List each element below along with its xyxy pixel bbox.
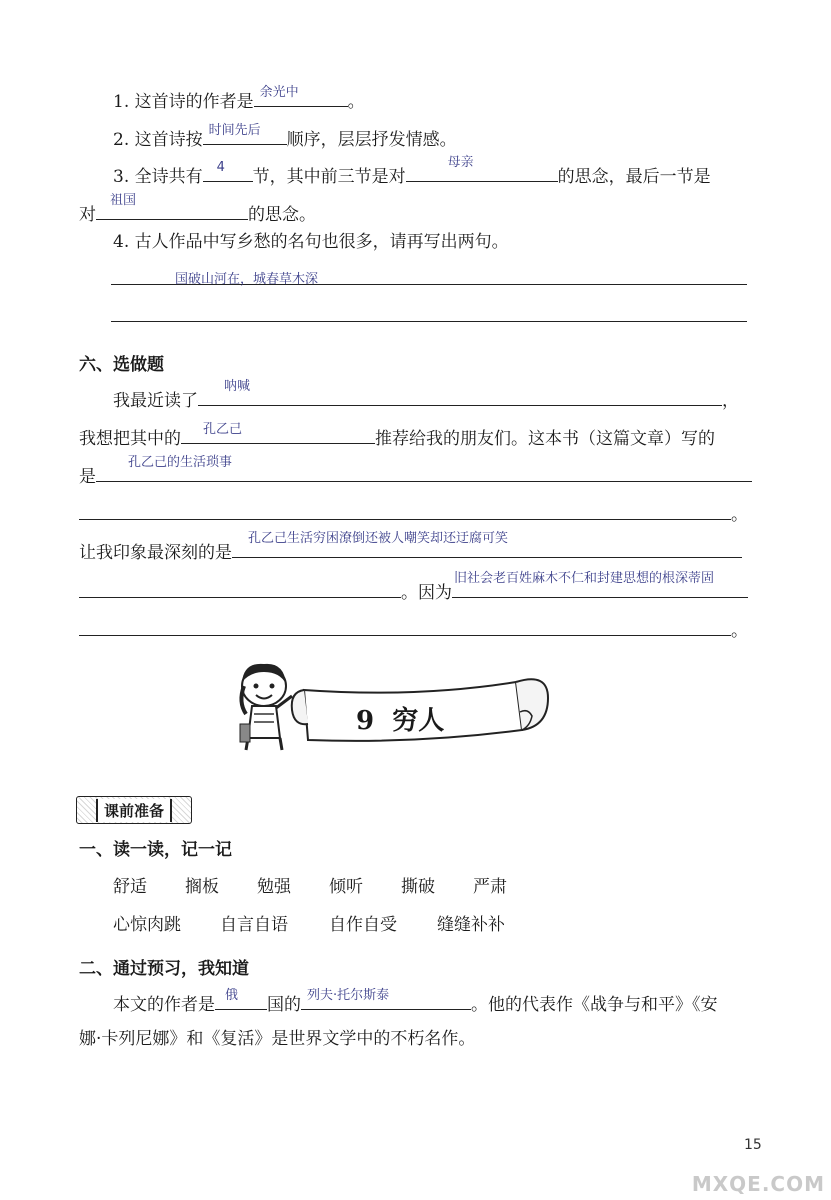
part2-line-2: [0, 1027, 831, 1051]
part2-answer-1: 俄: [225, 988, 239, 1003]
part2-line2-text: 娜·卡列尼娜》和《复活》是世界文学中的不朽名作。: [79, 1029, 476, 1049]
prep-tag-label: 课前准备: [96, 799, 172, 822]
question-2: [0, 124, 831, 152]
q1-suffix: 。: [347, 92, 365, 112]
s6-l6-answer-blank[interactable]: [452, 571, 748, 598]
word: 搁板: [185, 877, 219, 897]
s6-l6-blank[interactable]: [79, 577, 401, 598]
s6-l5-answer: 孔乙己生活穷困潦倒还被人嘲笑却还迂腐可笑: [248, 531, 509, 546]
q2-answer: 时间先后: [208, 123, 261, 138]
question-1: [0, 86, 831, 114]
s6-l5-prefix: 让我印象最深刻的是: [79, 543, 232, 563]
s6-line-6: [0, 571, 831, 605]
q3b-answer: 祖国: [110, 193, 137, 208]
page-number: 15: [744, 1137, 762, 1153]
s6-line-3: [0, 455, 831, 489]
question-3: [0, 155, 831, 189]
q3-answer-2: 母亲: [447, 155, 474, 170]
lesson-title: [356, 700, 444, 737]
s6-line-5: [0, 531, 831, 565]
word: 缝缝补补: [437, 915, 505, 935]
section6-heading: 六、选做题: [79, 355, 164, 375]
question-4: [0, 230, 831, 254]
s6-l1-prefix: 我最近读了: [113, 391, 198, 411]
part2-blank-2[interactable]: [301, 989, 471, 1010]
word: 撕破: [401, 877, 435, 897]
s6-l1-suffix: ，: [722, 391, 739, 411]
q3-answer-1: 4: [216, 160, 225, 175]
word: 勉强: [257, 877, 291, 897]
s6-l6-middle: 。因为: [401, 583, 452, 603]
question-3-cont: [0, 193, 831, 227]
word: 严肃: [473, 877, 507, 897]
word: 心惊肉跳: [113, 915, 181, 935]
q1-prefix: 1. 这首诗的作者是: [113, 92, 254, 112]
s6-line-4: [0, 499, 831, 527]
q3-suffix: 的思念，最后一节是: [557, 167, 711, 187]
s6-l3-prefix: 是: [79, 467, 96, 487]
part2-answer-2: 列夫·托尔斯泰: [307, 988, 390, 1003]
s6-l3-blank[interactable]: [96, 455, 752, 482]
s6-l3-answer: 孔乙己的生活琐事: [128, 455, 233, 470]
q2-prefix: 2. 这首诗按: [113, 130, 203, 150]
part2-line-1: [0, 989, 831, 1017]
s6-l4-suffix: 。: [731, 505, 748, 525]
watermark: MXQE.COM: [691, 1172, 825, 1196]
q4-answer-line-2[interactable]: [111, 321, 747, 322]
s6-l6-answer: 旧社会老百姓麻木不仁和封建思想的根深蒂固: [454, 571, 715, 586]
q3b-blank[interactable]: [96, 193, 248, 220]
s6-line-1: [0, 379, 831, 413]
part2-mid: 国的: [267, 995, 301, 1015]
s6-l7-blank[interactable]: [79, 615, 731, 636]
s6-l2-answer: 孔乙己: [203, 422, 243, 437]
q4-text: 4. 古人作品中写乡愁的名句也很多，请再写出两句。: [113, 232, 509, 252]
q1-answer: 余光中: [259, 85, 299, 100]
q1-blank[interactable]: [254, 86, 348, 107]
q4-answer: 国破山河在，城春草木深: [175, 272, 319, 287]
s6-l1-answer: 呐喊: [224, 379, 251, 394]
q2-suffix: 顺序，层层抒发情感。: [286, 130, 457, 150]
q3-blank-1[interactable]: [203, 161, 253, 182]
word: 自言自语: [220, 915, 288, 935]
lesson-name: 穷人: [392, 706, 445, 736]
s6-l4-blank[interactable]: [79, 499, 731, 520]
q3-middle: 节，其中前三节是对: [252, 167, 406, 187]
part2-suffix: 。他的代表作《战争与和平》《安: [471, 995, 718, 1015]
word: 自作自受: [329, 915, 397, 935]
s6-l7-suffix: 。: [731, 621, 748, 641]
part2-prefix: 本文的作者是: [113, 995, 215, 1015]
s6-l2-blank[interactable]: [181, 423, 375, 444]
s6-l2-prefix: 我想把其中的: [79, 429, 181, 449]
q3-prefix: 3. 全诗共有: [113, 167, 203, 187]
word: 倾听: [329, 877, 363, 897]
q2-blank[interactable]: [203, 124, 287, 145]
part2-blank-1[interactable]: [215, 989, 267, 1010]
prep-tag: [76, 796, 192, 824]
s6-l1-blank[interactable]: [198, 379, 722, 406]
s6-l5-blank[interactable]: [232, 531, 742, 558]
s6-l2-suffix: 推荐给我的朋友们。这本书（这篇文章）写的: [375, 429, 715, 449]
part1-heading: 一、读一读，记一记: [79, 840, 232, 860]
q3b-suffix: 的思念。: [248, 205, 316, 225]
q3-blank-2[interactable]: [406, 155, 558, 182]
lesson-number: 9: [356, 706, 375, 736]
q3b-prefix: 对: [79, 205, 96, 225]
s6-line-2: [0, 423, 831, 451]
part2-heading: 二、通过预习，我知道: [79, 959, 249, 979]
s6-line-7: [0, 615, 831, 643]
word: 舒适: [113, 877, 147, 897]
